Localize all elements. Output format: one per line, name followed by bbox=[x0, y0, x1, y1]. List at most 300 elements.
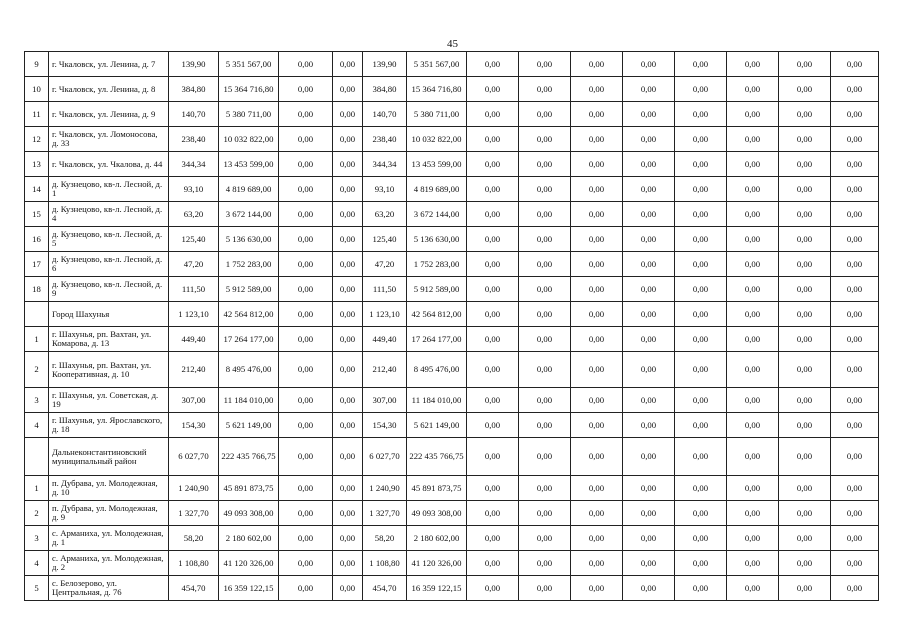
area-cell: 111,50 bbox=[169, 277, 219, 302]
value-cell: 0,00 bbox=[279, 227, 333, 252]
value-cell: 0,00 bbox=[831, 277, 879, 302]
area-cell: 212,40 bbox=[363, 352, 407, 388]
value-cell: 0,00 bbox=[675, 277, 727, 302]
area-cell: 384,80 bbox=[363, 77, 407, 102]
area-cell: 125,40 bbox=[169, 227, 219, 252]
address-cell: с. Белозерово, ул. Центральная, д. 76 bbox=[49, 576, 169, 601]
value-cell: 0,00 bbox=[519, 352, 571, 388]
cost-cell: 15 364 716,80 bbox=[407, 77, 467, 102]
table-row bbox=[25, 576, 879, 601]
value-cell: 0,00 bbox=[571, 526, 623, 551]
value-cell: 0,00 bbox=[727, 576, 779, 601]
area-cell: 1 327,70 bbox=[363, 501, 407, 526]
cost-cell: 5 380 711,00 bbox=[219, 102, 279, 127]
address-cell: д. Кузнецово, кв-л. Лесной, д. 5 bbox=[49, 227, 169, 252]
cost-cell: 10 032 822,00 bbox=[407, 127, 467, 152]
data-table bbox=[24, 51, 879, 601]
value-cell: 0,00 bbox=[333, 202, 363, 227]
table-row bbox=[25, 77, 879, 102]
value-cell: 0,00 bbox=[519, 77, 571, 102]
value-cell: 0,00 bbox=[519, 252, 571, 277]
value-cell: 0,00 bbox=[333, 352, 363, 388]
value-cell: 0,00 bbox=[727, 438, 779, 476]
value-cell: 0,00 bbox=[333, 438, 363, 476]
value-cell: 0,00 bbox=[519, 152, 571, 177]
value-cell: 0,00 bbox=[727, 388, 779, 413]
value-cell: 0,00 bbox=[727, 252, 779, 277]
value-cell: 0,00 bbox=[831, 202, 879, 227]
address-cell: с. Арманиха, ул. Молодежная, д. 1 bbox=[49, 526, 169, 551]
value-cell: 0,00 bbox=[467, 352, 519, 388]
value-cell: 0,00 bbox=[279, 252, 333, 277]
value-cell: 0,00 bbox=[675, 302, 727, 327]
row-number-cell: 10 bbox=[25, 77, 49, 102]
address-cell: г. Чкаловск, ул. Ленина, д. 9 bbox=[49, 102, 169, 127]
value-cell: 0,00 bbox=[831, 127, 879, 152]
cost-cell: 49 093 308,00 bbox=[407, 501, 467, 526]
value-cell: 0,00 bbox=[571, 413, 623, 438]
area-cell: 111,50 bbox=[363, 277, 407, 302]
cost-cell: 222 435 766,75 bbox=[219, 438, 279, 476]
value-cell: 0,00 bbox=[831, 152, 879, 177]
area-cell: 449,40 bbox=[363, 327, 407, 352]
cost-cell: 11 184 010,00 bbox=[407, 388, 467, 413]
value-cell: 0,00 bbox=[831, 501, 879, 526]
value-cell: 0,00 bbox=[571, 102, 623, 127]
value-cell: 0,00 bbox=[675, 252, 727, 277]
row-number-cell: 2 bbox=[25, 352, 49, 388]
value-cell: 0,00 bbox=[779, 576, 831, 601]
area-cell: 63,20 bbox=[169, 202, 219, 227]
value-cell: 0,00 bbox=[727, 352, 779, 388]
cost-cell: 16 359 122,15 bbox=[407, 576, 467, 601]
value-cell: 0,00 bbox=[279, 352, 333, 388]
value-cell: 0,00 bbox=[623, 202, 675, 227]
value-cell: 0,00 bbox=[571, 501, 623, 526]
table-body bbox=[25, 52, 879, 601]
value-cell: 0,00 bbox=[467, 52, 519, 77]
value-cell: 0,00 bbox=[727, 77, 779, 102]
value-cell: 0,00 bbox=[779, 252, 831, 277]
value-cell: 0,00 bbox=[333, 127, 363, 152]
value-cell: 0,00 bbox=[831, 476, 879, 501]
value-cell: 0,00 bbox=[779, 526, 831, 551]
cost-cell: 5 136 630,00 bbox=[407, 227, 467, 252]
value-cell: 0,00 bbox=[571, 576, 623, 601]
value-cell: 0,00 bbox=[571, 277, 623, 302]
value-cell: 0,00 bbox=[333, 327, 363, 352]
value-cell: 0,00 bbox=[571, 352, 623, 388]
value-cell: 0,00 bbox=[779, 127, 831, 152]
value-cell: 0,00 bbox=[279, 526, 333, 551]
address-cell: г. Чкаловск, ул. Ленина, д. 8 bbox=[49, 77, 169, 102]
area-cell: 1 240,90 bbox=[363, 476, 407, 501]
cost-cell: 41 120 326,00 bbox=[219, 551, 279, 576]
value-cell: 0,00 bbox=[333, 501, 363, 526]
area-cell: 139,90 bbox=[363, 52, 407, 77]
address-cell: г. Шахунья, ул. Советская, д. 19 bbox=[49, 388, 169, 413]
value-cell: 0,00 bbox=[333, 388, 363, 413]
value-cell: 0,00 bbox=[519, 227, 571, 252]
page-number: 45 bbox=[447, 38, 458, 50]
value-cell: 0,00 bbox=[333, 102, 363, 127]
cost-cell: 13 453 599,00 bbox=[407, 152, 467, 177]
area-cell: 47,20 bbox=[363, 252, 407, 277]
value-cell: 0,00 bbox=[675, 127, 727, 152]
value-cell: 0,00 bbox=[675, 413, 727, 438]
value-cell: 0,00 bbox=[333, 152, 363, 177]
table-row bbox=[25, 302, 879, 327]
cost-cell: 17 264 177,00 bbox=[219, 327, 279, 352]
value-cell: 0,00 bbox=[779, 413, 831, 438]
value-cell: 0,00 bbox=[467, 127, 519, 152]
cost-cell: 2 180 602,00 bbox=[219, 526, 279, 551]
value-cell: 0,00 bbox=[333, 177, 363, 202]
cost-cell: 45 891 873,75 bbox=[219, 476, 279, 501]
value-cell: 0,00 bbox=[779, 277, 831, 302]
value-cell: 0,00 bbox=[467, 277, 519, 302]
value-cell: 0,00 bbox=[675, 551, 727, 576]
value-cell: 0,00 bbox=[779, 77, 831, 102]
row-number-cell: 13 bbox=[25, 152, 49, 177]
value-cell: 0,00 bbox=[519, 277, 571, 302]
cost-cell: 5 621 149,00 bbox=[407, 413, 467, 438]
cost-cell: 49 093 308,00 bbox=[219, 501, 279, 526]
value-cell: 0,00 bbox=[675, 501, 727, 526]
row-number-cell: 15 bbox=[25, 202, 49, 227]
address-cell: д. Кузнецово, кв-л. Лесной, д. 4 bbox=[49, 202, 169, 227]
value-cell: 0,00 bbox=[467, 476, 519, 501]
value-cell: 0,00 bbox=[727, 476, 779, 501]
value-cell: 0,00 bbox=[333, 576, 363, 601]
value-cell: 0,00 bbox=[779, 152, 831, 177]
cost-cell: 5 621 149,00 bbox=[219, 413, 279, 438]
value-cell: 0,00 bbox=[519, 551, 571, 576]
value-cell: 0,00 bbox=[467, 102, 519, 127]
table-row bbox=[25, 102, 879, 127]
value-cell: 0,00 bbox=[779, 501, 831, 526]
value-cell: 0,00 bbox=[571, 177, 623, 202]
cost-cell: 5 136 630,00 bbox=[219, 227, 279, 252]
value-cell: 0,00 bbox=[467, 388, 519, 413]
area-cell: 1 327,70 bbox=[169, 501, 219, 526]
value-cell: 0,00 bbox=[279, 327, 333, 352]
value-cell: 0,00 bbox=[333, 52, 363, 77]
row-number-cell: 16 bbox=[25, 227, 49, 252]
value-cell: 0,00 bbox=[623, 127, 675, 152]
row-number-cell: 5 bbox=[25, 576, 49, 601]
cost-cell: 5 351 567,00 bbox=[407, 52, 467, 77]
value-cell: 0,00 bbox=[675, 177, 727, 202]
cost-cell: 8 495 476,00 bbox=[407, 352, 467, 388]
cost-cell: 13 453 599,00 bbox=[219, 152, 279, 177]
address-cell: п. Дубрава, ул. Молодежная, д. 10 bbox=[49, 476, 169, 501]
value-cell: 0,00 bbox=[279, 438, 333, 476]
address-cell: Город Шахунья bbox=[49, 302, 169, 327]
value-cell: 0,00 bbox=[467, 302, 519, 327]
value-cell: 0,00 bbox=[623, 576, 675, 601]
value-cell: 0,00 bbox=[623, 302, 675, 327]
value-cell: 0,00 bbox=[623, 438, 675, 476]
row-number-cell bbox=[25, 302, 49, 327]
value-cell: 0,00 bbox=[333, 526, 363, 551]
cost-cell: 8 495 476,00 bbox=[219, 352, 279, 388]
value-cell: 0,00 bbox=[831, 413, 879, 438]
cost-cell: 45 891 873,75 bbox=[407, 476, 467, 501]
value-cell: 0,00 bbox=[279, 413, 333, 438]
value-cell: 0,00 bbox=[279, 302, 333, 327]
cost-cell: 1 752 283,00 bbox=[407, 252, 467, 277]
value-cell: 0,00 bbox=[727, 302, 779, 327]
value-cell: 0,00 bbox=[623, 327, 675, 352]
cost-cell: 42 564 812,00 bbox=[407, 302, 467, 327]
row-number-cell: 1 bbox=[25, 476, 49, 501]
value-cell: 0,00 bbox=[675, 52, 727, 77]
address-cell: г. Чкаловск, ул. Ломоносова, д. 33 bbox=[49, 127, 169, 152]
value-cell: 0,00 bbox=[623, 102, 675, 127]
value-cell: 0,00 bbox=[727, 127, 779, 152]
cost-cell: 222 435 766,75 bbox=[407, 438, 467, 476]
value-cell: 0,00 bbox=[675, 102, 727, 127]
cost-cell: 10 032 822,00 bbox=[219, 127, 279, 152]
value-cell: 0,00 bbox=[779, 476, 831, 501]
row-number-cell: 2 bbox=[25, 501, 49, 526]
row-number-cell: 18 bbox=[25, 277, 49, 302]
value-cell: 0,00 bbox=[727, 551, 779, 576]
value-cell: 0,00 bbox=[519, 102, 571, 127]
row-number-cell: 14 bbox=[25, 177, 49, 202]
value-cell: 0,00 bbox=[571, 52, 623, 77]
value-cell: 0,00 bbox=[279, 52, 333, 77]
value-cell: 0,00 bbox=[519, 438, 571, 476]
cost-cell: 5 912 589,00 bbox=[407, 277, 467, 302]
table-row bbox=[25, 388, 879, 413]
value-cell: 0,00 bbox=[623, 551, 675, 576]
value-cell: 0,00 bbox=[467, 413, 519, 438]
value-cell: 0,00 bbox=[623, 352, 675, 388]
row-number-cell: 11 bbox=[25, 102, 49, 127]
value-cell: 0,00 bbox=[279, 77, 333, 102]
value-cell: 0,00 bbox=[779, 102, 831, 127]
address-cell: г. Шахунья, рп. Вахтан, ул. Кооперативная, д. 10 bbox=[49, 352, 169, 388]
value-cell: 0,00 bbox=[279, 127, 333, 152]
address-cell: д. Кузнецово, кв-л. Лесной, д. 6 bbox=[49, 252, 169, 277]
row-number-cell: 1 bbox=[25, 327, 49, 352]
area-cell: 384,80 bbox=[169, 77, 219, 102]
table-row bbox=[25, 352, 879, 388]
value-cell: 0,00 bbox=[279, 501, 333, 526]
area-cell: 449,40 bbox=[169, 327, 219, 352]
value-cell: 0,00 bbox=[779, 227, 831, 252]
area-cell: 47,20 bbox=[169, 252, 219, 277]
area-cell: 454,70 bbox=[169, 576, 219, 601]
area-cell: 1 240,90 bbox=[169, 476, 219, 501]
value-cell: 0,00 bbox=[519, 52, 571, 77]
value-cell: 0,00 bbox=[675, 576, 727, 601]
table-row bbox=[25, 526, 879, 551]
value-cell: 0,00 bbox=[333, 551, 363, 576]
value-cell: 0,00 bbox=[519, 127, 571, 152]
value-cell: 0,00 bbox=[623, 77, 675, 102]
value-cell: 0,00 bbox=[279, 576, 333, 601]
table-row bbox=[25, 501, 879, 526]
value-cell: 0,00 bbox=[623, 501, 675, 526]
table-row bbox=[25, 152, 879, 177]
area-cell: 212,40 bbox=[169, 352, 219, 388]
area-cell: 63,20 bbox=[363, 202, 407, 227]
value-cell: 0,00 bbox=[779, 438, 831, 476]
value-cell: 0,00 bbox=[333, 277, 363, 302]
value-cell: 0,00 bbox=[623, 476, 675, 501]
cost-cell: 4 819 689,00 bbox=[219, 177, 279, 202]
value-cell: 0,00 bbox=[831, 438, 879, 476]
table-row bbox=[25, 438, 879, 476]
value-cell: 0,00 bbox=[519, 202, 571, 227]
value-cell: 0,00 bbox=[727, 227, 779, 252]
value-cell: 0,00 bbox=[519, 177, 571, 202]
value-cell: 0,00 bbox=[571, 252, 623, 277]
cost-cell: 11 184 010,00 bbox=[219, 388, 279, 413]
value-cell: 0,00 bbox=[467, 551, 519, 576]
cost-cell: 42 564 812,00 bbox=[219, 302, 279, 327]
value-cell: 0,00 bbox=[779, 352, 831, 388]
value-cell: 0,00 bbox=[333, 413, 363, 438]
value-cell: 0,00 bbox=[279, 476, 333, 501]
address-cell: д. Кузнецово, кв-л. Лесной, д. 1 bbox=[49, 177, 169, 202]
value-cell: 0,00 bbox=[623, 252, 675, 277]
area-cell: 1 108,80 bbox=[169, 551, 219, 576]
area-cell: 154,30 bbox=[363, 413, 407, 438]
value-cell: 0,00 bbox=[727, 202, 779, 227]
value-cell: 0,00 bbox=[623, 413, 675, 438]
value-cell: 0,00 bbox=[279, 277, 333, 302]
value-cell: 0,00 bbox=[727, 526, 779, 551]
table-row bbox=[25, 252, 879, 277]
value-cell: 0,00 bbox=[727, 501, 779, 526]
value-cell: 0,00 bbox=[333, 476, 363, 501]
value-cell: 0,00 bbox=[279, 202, 333, 227]
value-cell: 0,00 bbox=[727, 177, 779, 202]
value-cell: 0,00 bbox=[675, 388, 727, 413]
value-cell: 0,00 bbox=[779, 52, 831, 77]
area-cell: 1 108,80 bbox=[363, 551, 407, 576]
row-number-cell: 4 bbox=[25, 413, 49, 438]
area-cell: 93,10 bbox=[169, 177, 219, 202]
value-cell: 0,00 bbox=[675, 152, 727, 177]
address-cell: г. Чкаловск, ул. Ленина, д. 7 bbox=[49, 52, 169, 77]
area-cell: 344,34 bbox=[363, 152, 407, 177]
value-cell: 0,00 bbox=[623, 177, 675, 202]
address-cell: г. Шахунья, рп. Вахтан, ул. Комарова, д. 13 bbox=[49, 327, 169, 352]
cost-cell: 5 912 589,00 bbox=[219, 277, 279, 302]
value-cell: 0,00 bbox=[333, 302, 363, 327]
table-row bbox=[25, 227, 879, 252]
value-cell: 0,00 bbox=[571, 227, 623, 252]
value-cell: 0,00 bbox=[623, 526, 675, 551]
area-cell: 307,00 bbox=[363, 388, 407, 413]
cost-cell: 5 380 711,00 bbox=[407, 102, 467, 127]
area-cell: 139,90 bbox=[169, 52, 219, 77]
cost-cell: 2 180 602,00 bbox=[407, 526, 467, 551]
value-cell: 0,00 bbox=[571, 302, 623, 327]
area-cell: 140,70 bbox=[363, 102, 407, 127]
value-cell: 0,00 bbox=[779, 302, 831, 327]
area-cell: 140,70 bbox=[169, 102, 219, 127]
value-cell: 0,00 bbox=[623, 152, 675, 177]
value-cell: 0,00 bbox=[467, 526, 519, 551]
cost-cell: 16 359 122,15 bbox=[219, 576, 279, 601]
value-cell: 0,00 bbox=[831, 227, 879, 252]
cost-cell: 1 752 283,00 bbox=[219, 252, 279, 277]
table-row bbox=[25, 277, 879, 302]
address-cell: п. Дубрава, ул. Молодежная, д. 9 bbox=[49, 501, 169, 526]
area-cell: 6 027,70 bbox=[363, 438, 407, 476]
value-cell: 0,00 bbox=[279, 152, 333, 177]
value-cell: 0,00 bbox=[571, 127, 623, 152]
value-cell: 0,00 bbox=[571, 77, 623, 102]
area-cell: 307,00 bbox=[169, 388, 219, 413]
value-cell: 0,00 bbox=[831, 77, 879, 102]
value-cell: 0,00 bbox=[779, 177, 831, 202]
row-number-cell bbox=[25, 438, 49, 476]
address-cell: с. Арманиха, ул. Молодежная, д. 2 bbox=[49, 551, 169, 576]
area-cell: 454,70 bbox=[363, 576, 407, 601]
address-cell: д. Кузнецово, кв-л. Лесной, д. 9 bbox=[49, 277, 169, 302]
area-cell: 1 123,10 bbox=[169, 302, 219, 327]
cost-cell: 17 264 177,00 bbox=[407, 327, 467, 352]
table-row bbox=[25, 327, 879, 352]
value-cell: 0,00 bbox=[675, 352, 727, 388]
value-cell: 0,00 bbox=[467, 227, 519, 252]
table-row bbox=[25, 202, 879, 227]
area-cell: 238,40 bbox=[363, 127, 407, 152]
value-cell: 0,00 bbox=[571, 551, 623, 576]
address-cell: г. Шахунья, ул. Ярославского, д. 18 bbox=[49, 413, 169, 438]
area-cell: 238,40 bbox=[169, 127, 219, 152]
value-cell: 0,00 bbox=[333, 252, 363, 277]
value-cell: 0,00 bbox=[519, 576, 571, 601]
value-cell: 0,00 bbox=[831, 352, 879, 388]
cost-cell: 5 351 567,00 bbox=[219, 52, 279, 77]
value-cell: 0,00 bbox=[467, 177, 519, 202]
value-cell: 0,00 bbox=[727, 277, 779, 302]
area-cell: 344,34 bbox=[169, 152, 219, 177]
address-cell: Дальнеконстантиновский муниципальный район bbox=[49, 438, 169, 476]
value-cell: 0,00 bbox=[675, 202, 727, 227]
value-cell: 0,00 bbox=[279, 551, 333, 576]
area-cell: 58,20 bbox=[363, 526, 407, 551]
value-cell: 0,00 bbox=[831, 327, 879, 352]
value-cell: 0,00 bbox=[571, 476, 623, 501]
cost-cell: 41 120 326,00 bbox=[407, 551, 467, 576]
value-cell: 0,00 bbox=[831, 526, 879, 551]
value-cell: 0,00 bbox=[279, 102, 333, 127]
value-cell: 0,00 bbox=[727, 327, 779, 352]
row-number-cell: 3 bbox=[25, 388, 49, 413]
value-cell: 0,00 bbox=[519, 388, 571, 413]
value-cell: 0,00 bbox=[333, 77, 363, 102]
row-number-cell: 12 bbox=[25, 127, 49, 152]
value-cell: 0,00 bbox=[571, 327, 623, 352]
value-cell: 0,00 bbox=[831, 252, 879, 277]
row-number-cell: 3 bbox=[25, 526, 49, 551]
value-cell: 0,00 bbox=[675, 526, 727, 551]
value-cell: 0,00 bbox=[831, 551, 879, 576]
value-cell: 0,00 bbox=[333, 227, 363, 252]
value-cell: 0,00 bbox=[519, 327, 571, 352]
table-row bbox=[25, 551, 879, 576]
value-cell: 0,00 bbox=[675, 77, 727, 102]
